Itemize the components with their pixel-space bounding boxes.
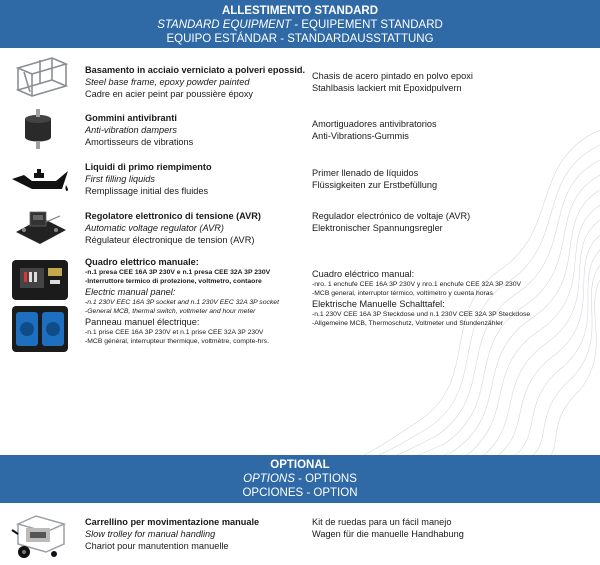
fluids-en: First filling liquids <box>85 174 155 184</box>
panel-en-line2: -General MCB, thermal switch, voltmeter and hour meter <box>85 308 256 315</box>
base-frame-de: Stahlbasis lackiert mit Epoxidpulvern <box>312 83 462 93</box>
panel-en-title: Electric manual panel: <box>85 287 176 297</box>
avr-es: Regulador electrónico de voltaje (AVR) <box>312 211 471 221</box>
dampers-it: Gommini antivibranti <box>85 113 177 123</box>
voltage-regulator-icon <box>10 202 70 248</box>
fluids-de: Flüssigkeiten zur Erstbefüllung <box>312 180 438 190</box>
fluids-es: Primer llenado de líquidos <box>312 168 419 178</box>
rubber-damper-icon <box>10 107 70 151</box>
optional-equipment-banner <box>0 455 600 503</box>
optional-title-fr: - OPTIONS <box>294 473 357 485</box>
fluids-it: Liquidi di primo riempimento <box>85 162 212 172</box>
avr-en: Automatic voltage regulator (AVR) <box>85 223 224 233</box>
steel-frame-icon <box>10 54 70 98</box>
trolley-en: Slow trolley for manual handling <box>85 529 216 539</box>
standard-equipment-banner <box>0 0 600 48</box>
panel-es-line1: -nro. 1 enchufe CEE 16A 3P 230V y nro.1 enchufe CEE 32A 3P 230V <box>312 281 522 288</box>
panel-de-line1: -n.1 230V CEE 16A 3P Steckdose und n.1 230V CEE 32A 3P Steckdose <box>312 311 531 318</box>
banner-title-fr: - EQUIPEMENT STANDARD <box>291 19 443 31</box>
panel-it-line2: -Interruttore termico di protezione, voltmetro, contaore <box>85 278 262 285</box>
control-panel-icon <box>10 258 70 354</box>
base-frame-it: Basamento in acciaio verniciato a polveri epossid. <box>85 65 306 75</box>
dampers-es: Amortiguadores antivibratorios <box>312 119 437 129</box>
avr-de: Elektronischer Spannungsregler <box>312 223 443 233</box>
panel-it-title: Quadro elettrico manuale: <box>85 257 199 267</box>
banner-title-en: STANDARD EQUIPMENT <box>157 19 292 31</box>
trolley-fr: Chariot pour manutention manuelle <box>85 541 229 551</box>
panel-de-title: Elektrische Manuelle Schalttafel: <box>312 299 445 309</box>
optional-title-es-de: OPCIONES - OPTION <box>242 487 358 499</box>
trolley-es: Kit de ruedas para un fácil manejo <box>312 517 452 527</box>
panel-fr-line1: -n.1 prise CEE 16A 3P 230V et n.1 prise CEE 32A 3P 230V <box>85 329 264 336</box>
avr-fr: Régulateur électronique de tension (AVR) <box>85 235 255 245</box>
panel-it-line1: -n.1 presa CEE 16A 3P 230V e n.1 presa CEE 32A 3P 230V <box>85 269 271 276</box>
panel-en-line1: -n.1 230V EEC 16A 3P socket and n.1 230V EEC 32A 3P socket <box>85 299 279 306</box>
panel-fr-line2: -MCB général, interrupteur thermique, voltmètre, compte-hrs. <box>85 338 269 345</box>
trolley-de: Wagen für die manuelle Handhabung <box>312 529 464 539</box>
base-frame-es: Chasis de acero pintado en polvo epoxi <box>312 71 473 81</box>
generator-trolley-icon <box>10 510 70 562</box>
optional-title-en: OPTIONS <box>243 473 295 485</box>
panel-es-line2: -MCB general, interruptor térmico, voltímetro y cuenta horas <box>312 290 493 297</box>
panel-de-line2: -Allgemeine MCB, Thermoschutz, Voltmeter und Stundenzähler <box>312 320 504 327</box>
panel-es-title: Cuadro eléctrico manual: <box>312 269 415 279</box>
dampers-en: Anti-vibration dampers <box>85 125 177 135</box>
base-frame-en: Steel base frame, epoxy powder painted <box>85 77 250 87</box>
fluids-fr: Remplissage initial des fluides <box>85 186 209 196</box>
dampers-fr: Amortisseurs de vibrations <box>85 137 194 147</box>
banner-title-it: ALLESTIMENTO STANDARD <box>221 5 379 17</box>
base-frame-fr: Cadre en acier peint par poussière époxy <box>85 89 254 99</box>
panel-fr-title: Panneau manuel électrique: <box>85 317 200 327</box>
dampers-de: Anti-Vibrations-Gummis <box>312 131 409 141</box>
trolley-it: Carrellino per movimentazione manuale <box>85 517 260 527</box>
oil-can-icon <box>10 159 70 199</box>
banner-title-es-de: EQUIPO ESTÁNDAR - STANDARDAUSSTATTUNG <box>166 33 434 45</box>
avr-it: Regolatore elettronico di tensione (AVR) <box>85 211 261 221</box>
optional-title-it: OPTIONAL <box>270 459 330 471</box>
